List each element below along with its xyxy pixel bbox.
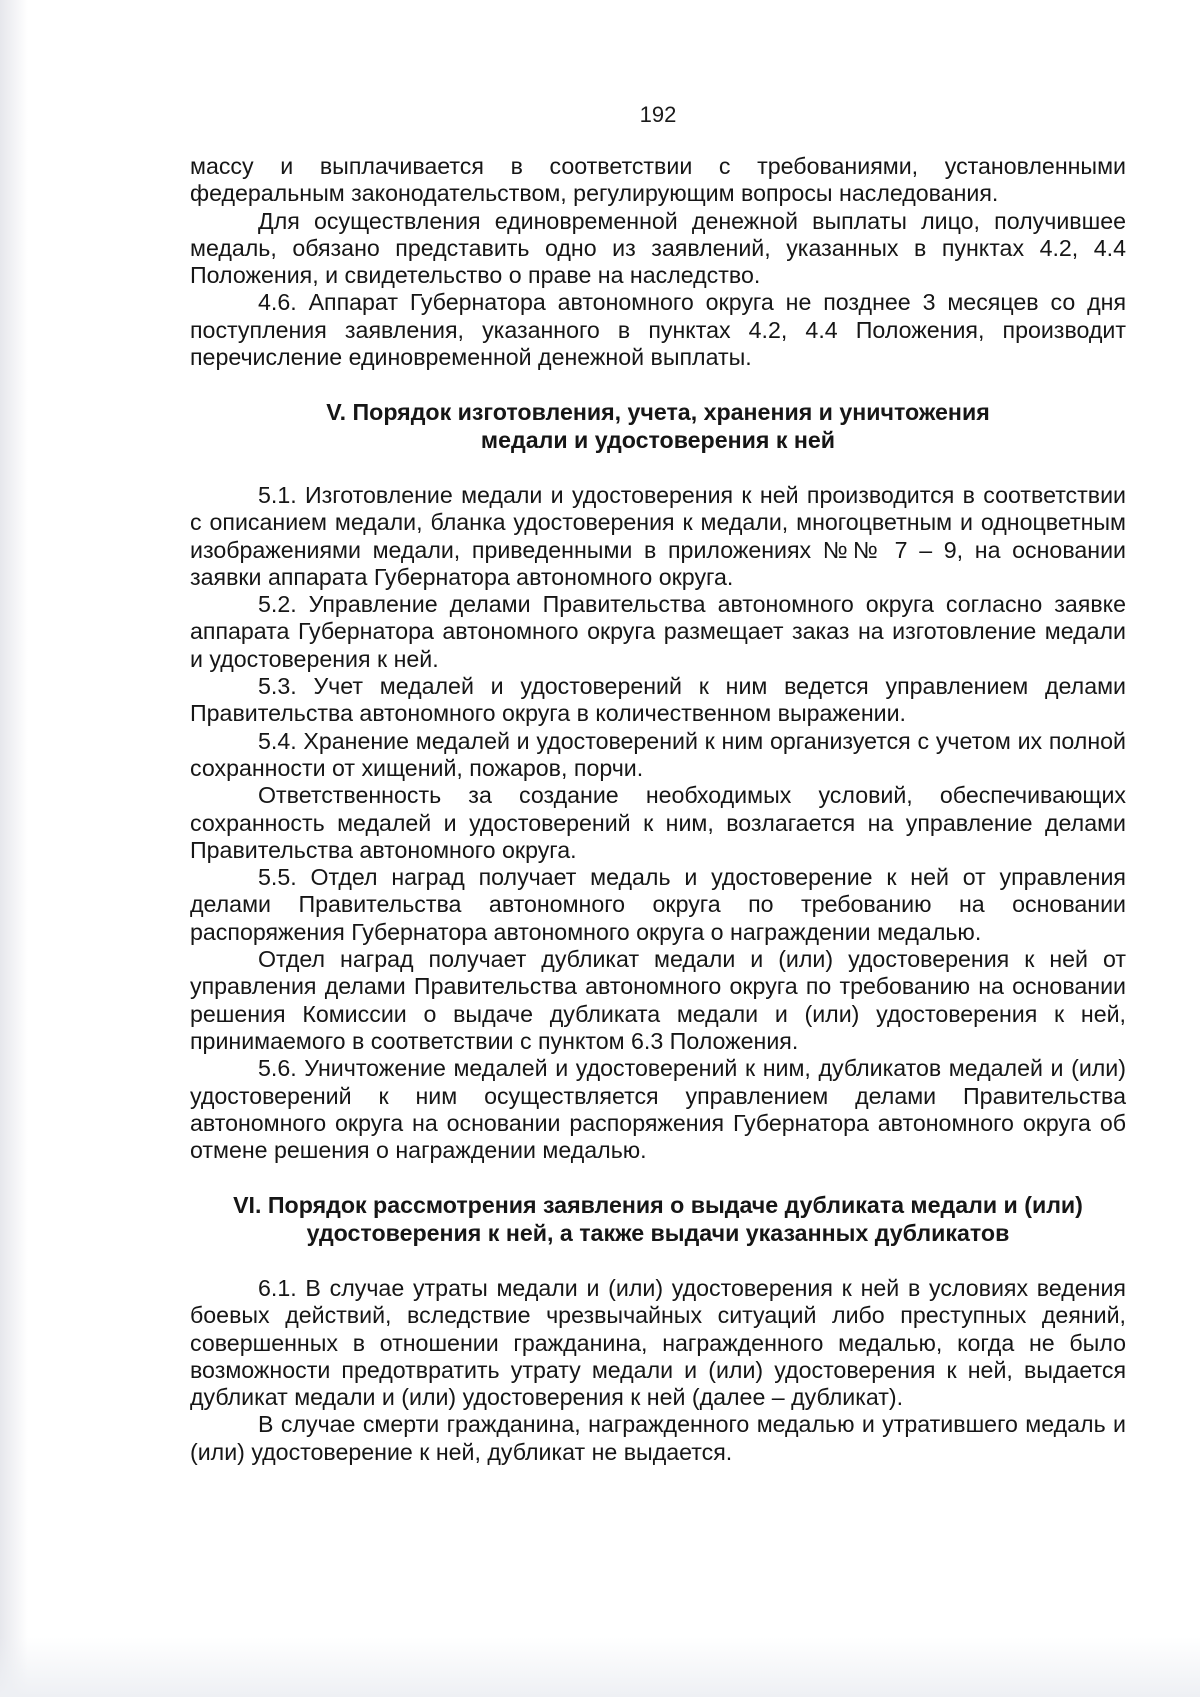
- scan-edge-shadow: [0, 0, 28, 1697]
- paragraph-4-6: 4.6. Аппарат Губернатора автономного округа не позднее 3 месяцев со дня поступления заявления, указанного в пунктах 4.2, 4.4 Положения, производит перечисление единовременной денежной выплаты.: [190, 289, 1126, 371]
- paragraph-5-1: 5.1. Изготовление медали и удостоверения к ней производится в соответствии с описанием медали, бланка удостоверения к медали, многоцветным и одноцветным изображениями медали, приведенными в приложениях №№ 7 – 9, на основании заявки аппарата Губернатора автономного округа.: [190, 481, 1126, 590]
- paragraph-intro-2: Для осуществления единовременной денежной выплаты лицо, получившее медаль, обязано представить одно из заявлений, указанных в пунктах 4.2, 4.4 Положения, и свидетельство о праве на наследство.: [190, 207, 1126, 289]
- page-number: 192: [639, 102, 677, 127]
- spacer: [190, 371, 1126, 399]
- section-5-heading: [190, 399, 1126, 454]
- section-5-heading-line-1: V. Порядок изготовления, учета, хранения и уничтожения: [326, 399, 990, 426]
- paragraph-5-4: 5.4. Хранение медалей и удостоверений к ним организуется с учетом их полной сохранности от хищений, пожаров, порчи.: [190, 727, 1126, 781]
- paragraph-5-6: 5.6. Уничтожение медалей и удостоверений к ним, дубликатов медалей и (или) удостоверений к ним осуществляется управлением делами Правительства автономного округа на основании распоряжения Губернатора автономного округа об отмене решения о награждении медалью.: [190, 1055, 1126, 1164]
- section-5-heading-line-2: медали и удостоверения к ней: [480, 426, 836, 453]
- paragraph-5-4-responsibility: Ответственность за создание необходимых условий, обеспечивающих сохранность медалей и удостоверений к ним, возлагается на управление делами Правительства автономного округа.: [190, 782, 1126, 863]
- spacer: [190, 1164, 1126, 1192]
- section-6-heading-line-1: VI. Порядок рассмотрения заявления о выдаче дубликата медали и (или): [233, 1192, 1083, 1219]
- spacer: [190, 1247, 1126, 1275]
- paragraph-5-2: 5.2. Управление делами Правительства автономного округа согласно заявке аппарата Губернатора автономного округа размещает заказ на изготовление медали и удостоверения к ней.: [190, 591, 1126, 672]
- paragraph-6-1-death: В случае смерти гражданина, награжденного медалью и утратившего медаль и (или) удостоверение к ней, дубликат не выдается.: [190, 1411, 1126, 1465]
- scan-bottom-shadow: [0, 1637, 1200, 1697]
- document-body: [190, 153, 1126, 1466]
- paragraph-5-5: 5.5. Отдел наград получает медаль и удостоверение к ней от управления делами Правительства автономного округа по требованию на основании распоряжения Губернатора автономного округа о награждении медалью.: [190, 864, 1126, 945]
- section-6-heading-line-2: удостоверения к ней, а также выдачи указанных дубликатов: [306, 1219, 1010, 1246]
- paragraph-5-3: 5.3. Учет медалей и удостоверений к ним ведется управлением делами Правительства автономного округа в количественном выражении.: [190, 673, 1126, 727]
- spacer: [190, 454, 1126, 482]
- paragraph-6-1: 6.1. В случае утраты медали и (или) удостоверения к ней в условиях ведения боевых действий, вследствие чрезвычайных ситуаций либо преступных деяний, совершенных в отношении гражданина, награжденного медалью, когда не было возможности предотвратить утрату медали и (или) удостоверения к ней, выдается дубликат медали и (или) удостоверения к ней (далее – дубликат).: [190, 1274, 1126, 1411]
- paragraph-5-5-duplicate: Отдел наград получает дубликат медали и (или) удостоверения к ней от управления делами Правительства автономного округа по требованию на основании решения Комиссии о выдаче дубликата медали и (или) удостоверения к ней, принимаемого в соответствии с пунктом 6.3 Положения.: [190, 946, 1126, 1054]
- paragraph-intro-1: массу и выплачивается в соответствии с требованиями, установленными федеральным законодательством, регулирующим вопросы наследования.: [190, 153, 1126, 207]
- section-6-heading: [190, 1192, 1126, 1247]
